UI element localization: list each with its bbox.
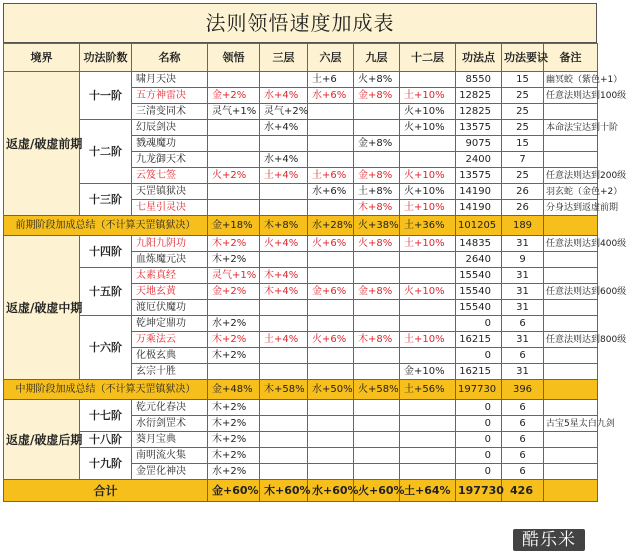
stage-cell: 十八阶	[80, 432, 132, 448]
bonus-cell: 木+4%	[260, 284, 308, 300]
technique-name: 水衍剑罡术	[132, 416, 208, 432]
col-header: 功法阶数	[80, 44, 132, 72]
col-header: 六层	[308, 44, 354, 72]
bonus-cell	[308, 432, 354, 448]
summary-row	[4, 216, 598, 236]
bonus-cell: 金+8%	[354, 284, 400, 300]
total-label: 合计	[4, 480, 208, 502]
technique-name: 万乘法云	[132, 332, 208, 348]
table-header-row	[4, 44, 598, 72]
bonus-cell	[308, 200, 354, 216]
technique-name: 太素真经	[132, 268, 208, 284]
bonus-cell	[260, 200, 308, 216]
bonus-cell: 木+2%	[208, 236, 260, 252]
bonus-cell	[260, 136, 308, 152]
keys-cell: 31	[502, 332, 544, 348]
keys-cell: 26	[502, 184, 544, 200]
note-cell	[544, 152, 598, 168]
bonus-cell: 土+10%	[400, 332, 456, 348]
bonus-cell: 水+4%	[260, 152, 308, 168]
bonus-cell: 木+2%	[208, 332, 260, 348]
technique-name: 天地玄黄	[132, 284, 208, 300]
bonus-cell	[308, 348, 354, 364]
note-cell	[544, 448, 598, 464]
keys-cell: 25	[502, 120, 544, 136]
points-cell: 16215	[456, 332, 502, 348]
bonus-cell: 木+2%	[208, 400, 260, 416]
col-header: 境界	[4, 44, 80, 72]
bonus-cell	[354, 348, 400, 364]
bonus-cell	[208, 120, 260, 136]
bonus-cell: 金+8%	[354, 168, 400, 184]
keys-cell: 7	[502, 152, 544, 168]
bonus-cell	[354, 152, 400, 168]
realm-cell: 返虚/破虚前期	[4, 72, 80, 216]
keys-cell: 31	[502, 268, 544, 284]
bonus-cell	[308, 136, 354, 152]
table-row	[4, 184, 598, 200]
summary-label: 中期阶段加成总结（不计算天罡镇狱决）	[4, 380, 208, 400]
bonus-cell	[400, 152, 456, 168]
bonus-cell	[208, 184, 260, 200]
bonus-cell: 金+18%	[208, 216, 260, 236]
bonus-cell	[354, 416, 400, 432]
bonus-cell: 木+4%	[260, 268, 308, 284]
stage-cell: 十一阶	[80, 72, 132, 120]
bonus-cell	[260, 252, 308, 268]
note-cell: 任意法则达到200级	[544, 168, 598, 184]
points-cell: 2640	[456, 252, 502, 268]
keys-cell: 25	[502, 88, 544, 104]
keys-cell: 25	[502, 104, 544, 120]
bonus-cell: 木+2%	[208, 252, 260, 268]
bonus-cell: 金+10%	[400, 364, 456, 380]
bonus-cell	[400, 300, 456, 316]
points-cell: 101205	[456, 216, 502, 236]
table-row	[4, 316, 598, 332]
keys-cell: 6	[502, 448, 544, 464]
bonus-cell: 水+4%	[260, 88, 308, 104]
bonus-cell	[308, 104, 354, 120]
note-cell: 羽玄蛇（金色+2）	[544, 184, 598, 200]
note-cell	[544, 252, 598, 268]
note-cell	[544, 268, 598, 284]
summary-row	[4, 380, 598, 400]
note-cell	[544, 136, 598, 152]
bonus-cell	[260, 416, 308, 432]
bonus-cell	[208, 200, 260, 216]
bonus-cell: 火+10%	[400, 184, 456, 200]
bonus-cell: 金+48%	[208, 380, 260, 400]
stage-cell: 十六阶	[80, 316, 132, 380]
note-cell: 古宝5星太白九剑	[544, 416, 598, 432]
col-header: 领悟	[208, 44, 260, 72]
bonus-cell: 灵气+1%	[208, 268, 260, 284]
bonus-cell: 水+60%	[308, 480, 354, 502]
bonus-cell: 水+2%	[208, 316, 260, 332]
bonus-cell: 火+2%	[208, 168, 260, 184]
technique-name: 啸月天决	[132, 72, 208, 88]
bonus-cell: 土+6%	[308, 168, 354, 184]
bonus-cell	[260, 184, 308, 200]
bonus-cell: 水+50%	[308, 380, 354, 400]
stage-cell: 十二阶	[80, 120, 132, 184]
bonus-cell: 木+58%	[260, 380, 308, 400]
bonus-cell: 火+10%	[400, 168, 456, 184]
bonus-cell	[400, 464, 456, 480]
keys-cell: 6	[502, 316, 544, 332]
bonus-cell	[260, 400, 308, 416]
bonus-cell: 土+10%	[400, 200, 456, 216]
bonus-cell: 火+6%	[308, 332, 354, 348]
bonus-cell: 水+2%	[208, 464, 260, 480]
keys-cell: 25	[502, 168, 544, 184]
points-cell: 197730	[456, 480, 502, 502]
col-header: 功法点	[456, 44, 502, 72]
technique-name: 乾元化春决	[132, 400, 208, 416]
bonus-cell: 金+60%	[208, 480, 260, 502]
note-cell	[544, 364, 598, 380]
bonus-cell: 木+60%	[260, 480, 308, 502]
realm-cell: 返虚/破虚后期	[4, 400, 80, 480]
bonus-cell	[308, 120, 354, 136]
points-cell: 14190	[456, 184, 502, 200]
bonus-cell	[400, 136, 456, 152]
bonus-cell: 火+38%	[354, 216, 400, 236]
col-header: 九层	[354, 44, 400, 72]
bonus-cell	[260, 300, 308, 316]
bonus-cell: 火+10%	[400, 120, 456, 136]
technique-name: 乾坤定鼎功	[132, 316, 208, 332]
bonus-cell	[400, 416, 456, 432]
col-header: 三层	[260, 44, 308, 72]
bonus-cell: 木+8%	[354, 332, 400, 348]
points-cell: 197730	[456, 380, 502, 400]
points-cell: 15540	[456, 284, 502, 300]
bonus-cell: 水+28%	[308, 216, 354, 236]
note-cell	[544, 104, 598, 120]
note-cell	[544, 348, 598, 364]
bonus-cell: 金+2%	[208, 284, 260, 300]
bonus-cell	[308, 416, 354, 432]
bonus-cell: 土+56%	[400, 380, 456, 400]
note-cell: 幽冥蛟（紫色+1）	[544, 72, 598, 88]
technique-name: 葵月宝典	[132, 432, 208, 448]
bonus-cell	[354, 300, 400, 316]
col-header: 名称	[132, 44, 208, 72]
bonus-cell	[308, 252, 354, 268]
bonus-cell: 金+2%	[208, 88, 260, 104]
points-cell: 0	[456, 348, 502, 364]
technique-name: 金罡化神决	[132, 464, 208, 480]
bonus-cell: 木+2%	[208, 416, 260, 432]
stage-cell: 十九阶	[80, 448, 132, 480]
bonus-cell	[354, 448, 400, 464]
technique-name: 血炼魔元决	[132, 252, 208, 268]
stage-cell: 十五阶	[80, 268, 132, 316]
bonus-cell	[308, 400, 354, 416]
technique-name: 七星引灵决	[132, 200, 208, 216]
keys-cell: 31	[502, 300, 544, 316]
bonus-cell	[354, 464, 400, 480]
points-cell: 0	[456, 432, 502, 448]
bonus-cell: 土+10%	[400, 236, 456, 252]
bonus-cell: 木+2%	[208, 432, 260, 448]
points-cell: 0	[456, 464, 502, 480]
note-cell	[544, 400, 598, 416]
bonus-cell	[400, 268, 456, 284]
bonus-cell	[208, 300, 260, 316]
note-cell	[544, 300, 598, 316]
bonus-cell	[260, 316, 308, 332]
bonus-cell: 土+6	[308, 72, 354, 88]
bonus-cell: 金+8%	[354, 88, 400, 104]
points-cell: 14835	[456, 236, 502, 252]
note-cell: 任意法则达到400级	[544, 236, 598, 252]
speed-bonus-sheet	[3, 3, 626, 557]
technique-name: 五方神雷决	[132, 88, 208, 104]
bonus-cell	[400, 348, 456, 364]
technique-name: 九阳九阴功	[132, 236, 208, 252]
points-cell: 0	[456, 416, 502, 432]
table-row	[4, 72, 598, 88]
keys-cell: 396	[502, 380, 544, 400]
keys-cell: 189	[502, 216, 544, 236]
keys-cell: 6	[502, 348, 544, 364]
table-row	[4, 432, 598, 448]
keys-cell: 15	[502, 72, 544, 88]
bonus-cell: 土+8%	[354, 184, 400, 200]
bonus-cell: 水+6%	[308, 184, 354, 200]
bonus-cell	[354, 432, 400, 448]
bonus-cell	[400, 448, 456, 464]
bonus-cell: 火+8%	[354, 72, 400, 88]
technique-name: 化极玄典	[132, 348, 208, 364]
keys-cell: 426	[502, 480, 544, 502]
bonus-cell	[400, 432, 456, 448]
keys-cell: 6	[502, 400, 544, 416]
bonus-cell	[208, 364, 260, 380]
points-cell: 8550	[456, 72, 502, 88]
bonus-cell: 灵气+2%	[260, 104, 308, 120]
page-title: 法则领悟速度加成表	[3, 3, 597, 43]
technique-name: 渡厄伏魔功	[132, 300, 208, 316]
bonus-cell	[354, 316, 400, 332]
bonus-cell	[260, 348, 308, 364]
bonus-cell	[354, 120, 400, 136]
bonus-cell: 金+6%	[308, 284, 354, 300]
points-cell: 9075	[456, 136, 502, 152]
note-cell: 任意法则达到100级	[544, 88, 598, 104]
bonus-cell	[208, 152, 260, 168]
bonus-cell	[260, 448, 308, 464]
bonus-cell	[354, 364, 400, 380]
points-cell: 0	[456, 316, 502, 332]
bonus-cell	[260, 364, 308, 380]
bonus-cell: 火+6%	[308, 236, 354, 252]
points-cell: 12825	[456, 104, 502, 120]
table-row	[4, 448, 598, 464]
bonus-table	[3, 43, 626, 502]
bonus-cell	[354, 252, 400, 268]
bonus-cell: 火+10%	[400, 284, 456, 300]
col-header: 备注	[544, 44, 598, 72]
bonus-cell: 土+10%	[400, 88, 456, 104]
table-row	[4, 120, 598, 136]
bonus-cell	[308, 364, 354, 380]
bonus-cell	[208, 136, 260, 152]
note-cell	[544, 380, 598, 400]
keys-cell: 6	[502, 432, 544, 448]
bonus-cell	[400, 72, 456, 88]
bonus-cell	[354, 268, 400, 284]
technique-name: 幻辰剑决	[132, 120, 208, 136]
technique-name: 三清变同术	[132, 104, 208, 120]
points-cell: 2400	[456, 152, 502, 168]
note-cell	[544, 432, 598, 448]
technique-name: 天罡镇狱决	[132, 184, 208, 200]
site-watermark-logo: 酷乐米	[513, 529, 585, 551]
keys-cell: 6	[502, 416, 544, 432]
bonus-cell: 灵气+1%	[208, 104, 260, 120]
points-cell: 16215	[456, 364, 502, 380]
technique-name: 玄宗十胜	[132, 364, 208, 380]
bonus-cell: 木+2%	[208, 448, 260, 464]
bonus-cell	[308, 300, 354, 316]
bonus-cell	[400, 400, 456, 416]
technique-name: 云笈七签	[132, 168, 208, 184]
bonus-cell: 火+58%	[354, 380, 400, 400]
bonus-cell: 木+8%	[354, 200, 400, 216]
bonus-cell	[260, 72, 308, 88]
points-cell: 15540	[456, 268, 502, 284]
bonus-cell	[208, 72, 260, 88]
note-cell	[544, 316, 598, 332]
bonus-cell: 水+4%	[260, 120, 308, 136]
keys-cell: 15	[502, 136, 544, 152]
points-cell: 15540	[456, 300, 502, 316]
total-row	[4, 480, 598, 502]
bonus-cell	[260, 432, 308, 448]
note-cell: 分身达到返虚前期	[544, 200, 598, 216]
bonus-cell: 火+10%	[400, 104, 456, 120]
note-cell	[544, 480, 598, 502]
bonus-cell: 土+64%	[400, 480, 456, 502]
technique-name: 戮魂魔功	[132, 136, 208, 152]
bonus-cell	[354, 104, 400, 120]
points-cell: 12825	[456, 88, 502, 104]
bonus-cell	[400, 316, 456, 332]
note-cell: 任意法则达到800级	[544, 332, 598, 348]
col-header: 十二层	[400, 44, 456, 72]
points-cell: 13575	[456, 168, 502, 184]
stage-cell: 十四阶	[80, 236, 132, 268]
bonus-cell	[308, 464, 354, 480]
bonus-cell	[354, 400, 400, 416]
bonus-cell: 火+8%	[354, 236, 400, 252]
bonus-cell: 金+8%	[354, 136, 400, 152]
bonus-cell	[260, 464, 308, 480]
bonus-cell	[308, 448, 354, 464]
keys-cell: 26	[502, 200, 544, 216]
bonus-cell: 木+2%	[208, 348, 260, 364]
keys-cell: 31	[502, 236, 544, 252]
bonus-cell	[308, 316, 354, 332]
note-cell: 本命法宝达到十阶	[544, 120, 598, 136]
bonus-cell	[308, 268, 354, 284]
table-row	[4, 268, 598, 284]
points-cell: 0	[456, 400, 502, 416]
points-cell: 14190	[456, 200, 502, 216]
keys-cell: 9	[502, 252, 544, 268]
note-cell: 任意法则达到600级	[544, 284, 598, 300]
stage-cell: 十七阶	[80, 400, 132, 432]
bonus-cell: 土+36%	[400, 216, 456, 236]
bonus-cell	[308, 152, 354, 168]
stage-cell: 十三阶	[80, 184, 132, 216]
keys-cell: 31	[502, 284, 544, 300]
keys-cell: 6	[502, 464, 544, 480]
keys-cell: 31	[502, 364, 544, 380]
col-header: 功法要诀	[502, 44, 544, 72]
bonus-cell: 水+6%	[308, 88, 354, 104]
summary-label: 前期阶段加成总结（不计算天罡镇狱决）	[4, 216, 208, 236]
points-cell: 0	[456, 448, 502, 464]
points-cell: 13575	[456, 120, 502, 136]
bonus-cell	[400, 252, 456, 268]
technique-name: 九龙御天术	[132, 152, 208, 168]
bonus-cell: 木+8%	[260, 216, 308, 236]
table-row	[4, 400, 598, 416]
note-cell	[544, 464, 598, 480]
bonus-cell: 火+4%	[260, 236, 308, 252]
bonus-cell: 火+60%	[354, 480, 400, 502]
realm-cell: 返虚/破虚中期	[4, 236, 80, 380]
technique-name: 南明流火集	[132, 448, 208, 464]
bonus-cell: 土+4%	[260, 168, 308, 184]
bonus-cell: 土+4%	[260, 332, 308, 348]
note-cell	[544, 216, 598, 236]
table-row	[4, 236, 598, 252]
